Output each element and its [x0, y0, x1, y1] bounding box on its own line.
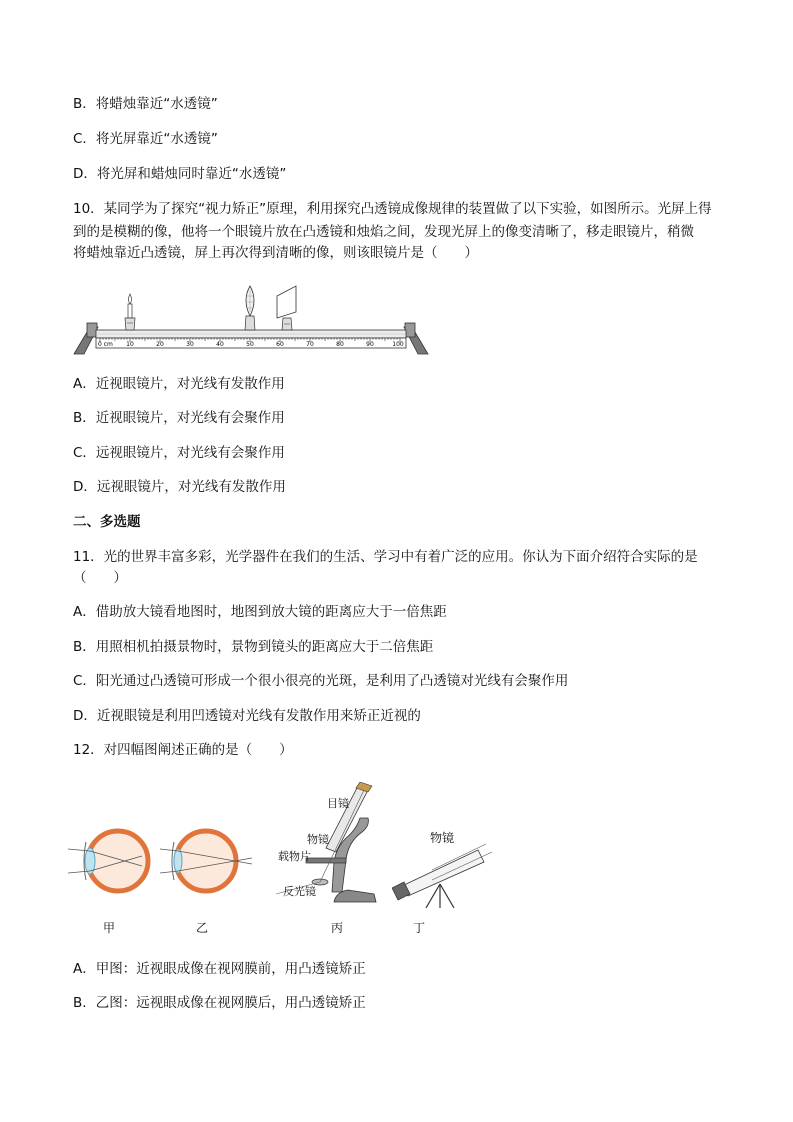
ruler-tick-label: 100	[392, 341, 404, 348]
ruler-tick-label: 20	[156, 341, 164, 348]
q12-option-a: A．甲图：近视眼成像在视网膜前，用凸透镜矫正	[73, 961, 366, 977]
figure-caption-ding: 丁	[413, 921, 426, 935]
q10-stem-line-2: 到的是模糊的像，他将一个眼镜片放在凸透镜和烛焰之间，发现光屏上的像变清晰了，移走眼镜片，稍微	[73, 224, 694, 240]
q11-stem-line-1: 11．光的世界丰富多彩，光学器件在我们的生活、学习中有着广泛的应用。你认为下面介绍符合实际的是	[73, 549, 698, 565]
q11-option-a: A．借助放大镜看地图时，地图到放大镜的距离应大于一倍焦距	[73, 604, 447, 620]
objective-label: 物镜	[307, 833, 329, 846]
q9-option-b: B．将蜡烛靠近“水透镜”	[73, 96, 218, 112]
q11-stem-line-2: （ ）	[73, 570, 127, 586]
candle-icon	[125, 294, 135, 330]
slide-label: 载物片	[278, 850, 311, 863]
q12-option-b: B．乙图：远视眼成像在视网膜后，用凸透镜矫正	[73, 995, 366, 1011]
ruler-tick-label: 70	[306, 341, 314, 348]
ruler-tick-label: 50	[246, 341, 254, 348]
mirror-label: 反光镜	[283, 885, 316, 898]
ruler-unit-label: 0 cm	[98, 341, 113, 348]
figure-caption-jia: 甲	[103, 921, 116, 935]
q11-option-c: C．阳光通过凸透镜可形成一个很小很亮的光斑，是利用了凸透镜对光线有会聚作用	[73, 673, 569, 689]
figure-caption-yi: 乙	[196, 921, 209, 935]
ruler-tick-label: 60	[276, 341, 284, 348]
q10-option-a: A．近视眼镜片，对光线有发散作用	[73, 376, 285, 392]
figure-caption-bing: 丙	[331, 921, 344, 935]
q10-stem-line-3: 将蜡烛靠近凸透镜，屏上再次得到清晰的像，则该眼镜片是（ ）	[73, 245, 478, 261]
ruler-tick-label: 80	[336, 341, 344, 348]
telescope-objective-label: 物镜	[430, 831, 455, 845]
q11-option-d: D．近视眼镜是利用凹透镜对光线有发散作用来矫正近视的	[73, 708, 421, 724]
q9-option-d: D．将光屏和蜡烛同时靠近“水透镜”	[73, 166, 287, 182]
q10-option-d: D．远视眼镜片，对光线有发散作用	[73, 479, 286, 495]
optical-bench-figure	[70, 282, 432, 357]
q11-option-b: B．用照相机拍摄景物时，景物到镜头的距离应大于二倍焦距	[73, 639, 434, 655]
section-title: 二、多选题	[73, 514, 141, 530]
ruler-tick-label: 90	[366, 341, 374, 348]
eyepiece-label: 目镜	[327, 797, 349, 810]
q10-option-c: C．远视眼镜片，对光线有会聚作用	[73, 445, 285, 461]
ruler-tick-label: 40	[216, 341, 224, 348]
convex-lens-icon	[245, 286, 255, 330]
q9-option-c: C．将光屏靠近“水透镜”	[73, 131, 218, 147]
q10-stem-line-1: 10．某同学为了探究“视力矫正”原理，利用探究凸透镜成像规律的装置做了以下实验，如图所示。光屏上得	[73, 201, 712, 217]
q10-option-b: B．近视眼镜片，对光线有会聚作用	[73, 410, 285, 426]
myopia-eye-figure	[68, 822, 154, 900]
ruler-tick-label: 10	[126, 341, 134, 348]
light-screen-icon	[277, 286, 296, 330]
q12-stem: 12．对四幅图阐述正确的是（ ）	[73, 742, 293, 758]
hyperopia-eye-figure	[160, 822, 256, 900]
ruler-tick-label: 30	[186, 341, 194, 348]
